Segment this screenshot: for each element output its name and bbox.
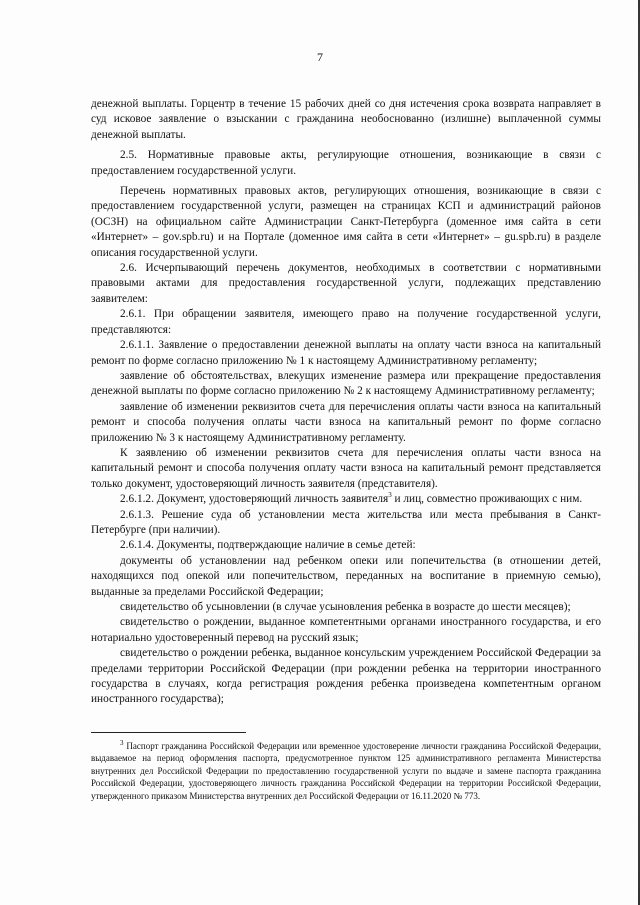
paragraph: заявление об обстоятельствах, влекущих изменение размера или прекращение предоставления денежной выплаты по форме согласно приложению № 2 к настоящему Административному регламенту; [91,369,601,398]
paragraph: свидетельство о рождении, выданное компетентными органами иностранного государства, и его нотариально удостоверенный перевод на русский язык; [91,616,601,644]
paragraph: Перечень нормативных правовых актов, регулирующих отношения, возникающие в связи с предоставлением государственной услуги, размещен на страницах КСП и администраций районов (ОСЗН) на официальном сайте Администрации Санкт-Петербурга (доменное имя сайта в сети «Интернет» – gov.spb.ru) и на Портале (доменное имя сайта в сети «Интернет» – gu.spb.ru) в разделе описания государственной услуги. [91,185,601,259]
footnote-marker: 3 [388,491,392,500]
paragraph: свидетельство об усыновлении (в случае усыновления ребенка в возрасте до шести месяцев); [120,601,571,613]
paragraph: заявление об изменении реквизитов счета для перечисления оплаты части взноса на капитальный ремонт и способа получения оплаты части взноса на капитальный ремонт по форме согласно приложению № 3 к настоящему Административному регламенту. [91,400,601,444]
section-heading-2-6: 2.6. Исчерпывающий перечень документов, необходимых в соответствии с нормативными правовыми актами для предоставления государственной услуги, подлежащих представлению заявителем: [91,262,601,305]
paragraph: 2.6.1.3. Решение суда об установлении места жительства или места пребывания в Санкт-Петербурге (при наличии). [91,508,601,536]
paragraph: свидетельство о рождении ребенка, выданное консульским учреждением Российской Федерации за пределами территории Российской Федерации (при рождении ребенка на территории иностранного государства в случаях, когда регистрация рождения ребенка произведена компетентным органом иностранного государства); [91,647,601,706]
paragraph: 2.6.1. При обращении заявителя, имеющего право на получение государственной услуги, представляются: [91,308,601,336]
page-number: 7 [317,50,323,64]
footnote-marker: 3 [120,739,124,747]
paragraph: 2.6.1.4. Документы, подтверждающие наличие в семье детей: [120,539,416,552]
paragraph-with-footnote [91,492,601,507]
footnote-body: Паспорт гражданина Российской Федерации или временное удостоверение личности гражданина Российской Федерации, выдаваемое на период оформления паспорта, предусмотренное пунктом 125 административного регламента Министерства внутренних дел Российской Федерации по предоставлению государственной услуги по выдаче и замене паспорта гражданина Российской Федерации, удостоверяющего личность гражданина Российской Федерации на территории Российской Федерации, утвержденного приказом Министерства внутренних дел Российской Федерации от 16.11.2020 № 773. [91,741,601,801]
paragraph-text: и лиц, совместно проживающих с ним. [394,493,583,506]
document-body [91,97,601,708]
paragraph: К заявлению об изменении реквизитов счета для перечисления оплаты части взноса на капитальный ремонт и способа получения оплату части взноса на капитальный ремонт представляется только документ, удостоверяющий личность заявителя (представителя). [91,446,601,490]
footnote [91,740,601,802]
paragraph: 2.6.1.1. Заявление о предоставлении денежной выплаты на оплату части взноса на капитальный ремонт по форме согласно приложению № 1 к настоящему Административному регламенту; [91,339,601,367]
paragraph: документы об установлении над ребенком опеки или попечительства (в отношении детей, находящихся под опекой или попечительством, переданных на воспитание в приемную семью), выданные за пределами Российской Федерации; [91,554,601,598]
footnote-text [91,740,601,802]
paragraph-text: 2.6.1.2. Документ, удостоверяющий личность заявителя [120,493,389,506]
footnote-divider [91,732,246,733]
paragraph: денежной выплаты. Горцентр в течение 15 рабочих дней со дня истечения срока возврата направляет в суд исковое заявление о взыскании с гражданина необоснованно (излишне) выплаченной суммы денежной выплаты. [91,98,601,141]
section-heading-2-5: 2.5. Нормативные правовые акты, регулирующие отношения, возникающие в связи с предоставлением государственной услуги. [91,149,601,177]
